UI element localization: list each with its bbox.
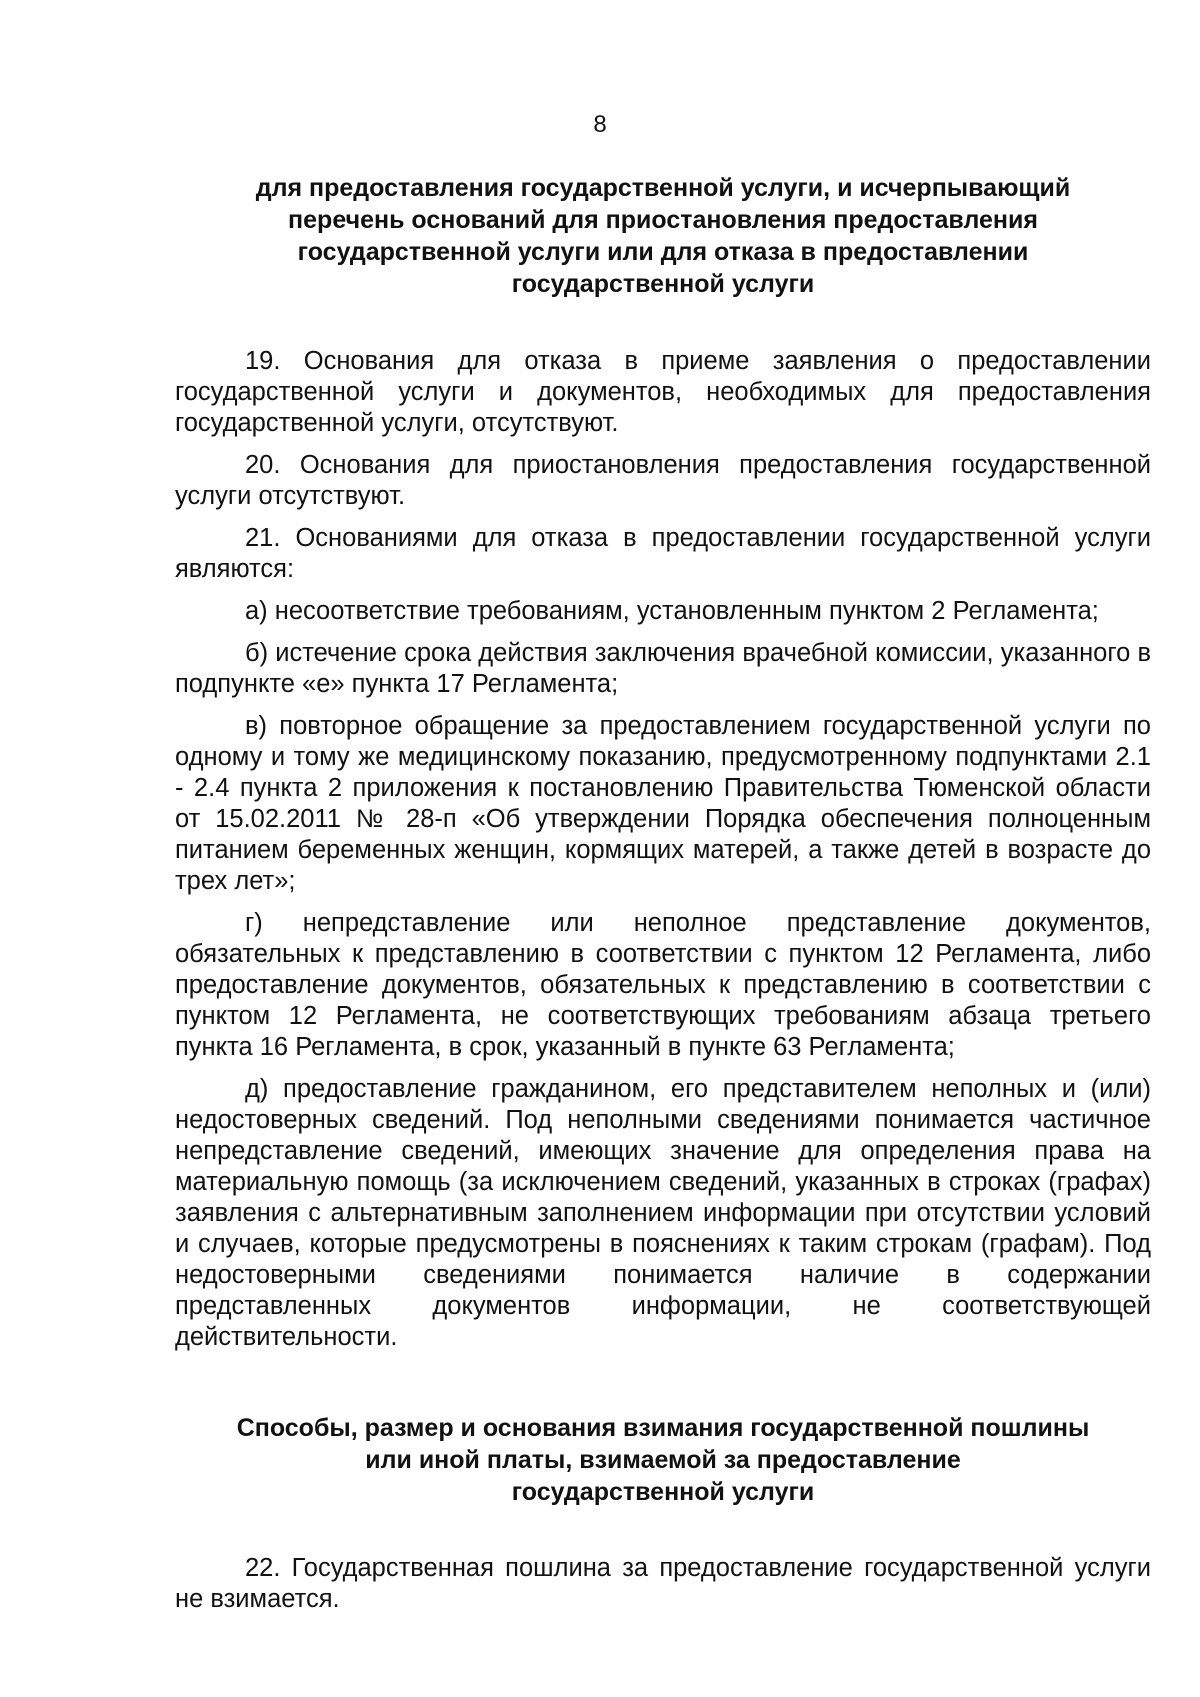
list-item-g: г) непредставление или неполное представление документов, обязательных к представлению в соответствии с пунктом 12 Регламента, либо предоставление документов, обязательных к представлению в соответствии с пунктом 12 Регламента, не соответствующих требованиям абзаца третьего пункта 16 Регламента, в срок, указанный в пункте 63 Регламента;: [175, 909, 1151, 1061]
heading-line: государственной услуги: [511, 1478, 815, 1506]
paragraph-19: 19. Основания для отказа в приеме заявления о предоставлении государственной услуги и документов, необходимых для предоставления государственной услуги, отсутствуют.: [175, 347, 1151, 437]
list-item-a: а) несоответствие требованиям, установленным пунктом 2 Регламента;: [245, 597, 1099, 625]
paragraph-21: 21. Основаниями для отказа в предоставлении государственной услуги являются:: [175, 524, 1151, 583]
list-item-v: в) повторное обращение за предоставлением государственной услуги по одному и тому же медицинскому показанию, предусмотренному подпунктами 2.1 - 2.4 пункта 2 приложения к постановлению Правительства Тюменской области от 15.02.2011 № 28-п «Об утверждении Порядка обеспечения полноценным питанием беременных женщин, кормящих матерей, а также детей в возрасте до трех лет»;: [175, 712, 1151, 895]
heading-line: перечень оснований для приостановления предоставления: [288, 206, 1038, 234]
paragraph-20: 20. Основания для приостановления предоставления государственной услуги отсутствуют.: [175, 451, 1151, 510]
document-body: [175, 172, 1151, 1626]
heading-line: государственной услуги или для отказа в предоставлении: [297, 238, 1029, 266]
heading-line: или иной платы, взимаемой за предоставление: [365, 1446, 961, 1474]
heading-line: для предоставления государственной услуги, и исчерпывающий: [255, 174, 1071, 202]
paragraph-22: 22. Государственная пошлина за предоставление государственной услуги не взимается.: [175, 1554, 1151, 1613]
section-heading-fee: [175, 1412, 1151, 1508]
list-item-b: б) истечение срока действия заключения врачебной комиссии, указанного в подпункте «е» пункта 17 Регламента;: [175, 639, 1151, 698]
list-item-d: д) предоставление гражданином, его представителем неполных и (или) недостоверных сведений. Под неполными сведениями понимается частичное непредставление сведений, имеющих значение для определения права на материальную помощь (за исключением сведений, указанных в строках (графах) заявления с альтернативным заполнением информации при отсутствии условий и случаев, которые предусмотрены в пояснениях к таким строкам (графам). Под недостоверными сведениями понимается наличие в содержании представленных документов информации, не соответствующей действительности.: [175, 1075, 1151, 1351]
heading-line: Способы, размер и основания взимания государственной пошлины: [236, 1414, 1090, 1442]
section-heading: [175, 172, 1151, 300]
page-number: 8: [593, 111, 607, 138]
heading-line: государственной услуги: [511, 270, 815, 298]
